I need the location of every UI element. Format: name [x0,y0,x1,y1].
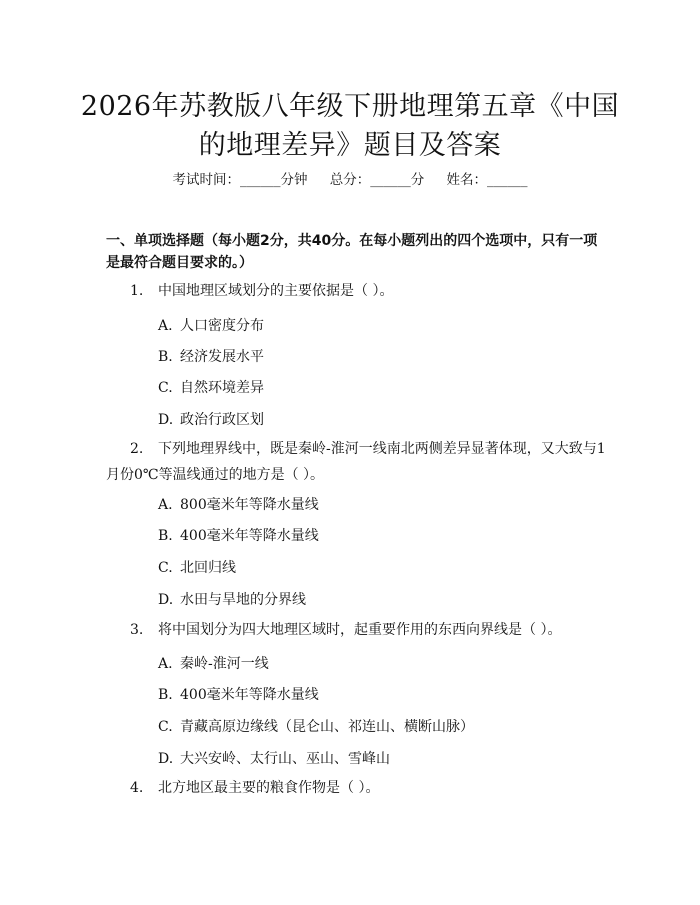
option-text: 800毫米年等降水量线 [180,497,319,513]
answer-option [158,557,236,577]
option-letter: C. [158,719,173,735]
question-number: 1. [130,283,144,299]
option-letter: C. [158,380,173,396]
question-item [106,775,606,801]
question-number: 4. [130,780,144,796]
answer-option [158,346,264,366]
option-letter: D. [158,592,174,608]
answer-option [158,494,319,514]
question-item [106,617,606,643]
option-letter: B. [158,528,173,544]
answer-option [158,409,264,429]
document-title-line-1: 2026年苏教版八年级下册地理第五章《中国 [80,91,620,122]
question-item [106,436,606,488]
option-text: 水田与旱地的分界线 [180,592,306,608]
answer-option [158,716,474,736]
question-text: 北方地区最主要的粮食作物是（ ）。 [158,780,380,796]
option-letter: D. [158,412,174,428]
option-letter: C. [158,560,173,576]
option-letter: A. [158,656,173,672]
answer-option [158,525,319,545]
question-item [106,278,606,304]
option-text: 自然环境差异 [180,380,264,396]
student-name-field: 姓名：______ [446,172,528,188]
answer-option [158,684,319,704]
option-text: 秦岭-淮河一线 [180,656,269,672]
question-number: 3. [130,622,144,638]
option-text: 青藏高原边缘线（昆仑山、祁连山、横断山脉） [180,719,474,735]
option-letter: A. [158,318,173,334]
option-text: 大兴安岭、太行山、巫山、雪峰山 [180,751,390,767]
document-title-line-2: 的地理差异》题目及答案 [198,130,502,161]
question-text: 中国地理区域划分的主要依据是（ ）。 [158,283,394,299]
option-text: 400毫米年等降水量线 [180,528,319,544]
question-number: 2. [130,441,144,457]
question-text: 下列地理界线中，既是秦岭-淮河一线南北两侧差异显著体现，又大致与1月份0℃等温线通过的地方是（ ）。 [106,441,606,483]
exam-meta [0,168,700,188]
option-text: 北回归线 [180,560,236,576]
option-letter: A. [158,497,173,513]
option-letter: D. [158,751,174,767]
question-text: 将中国划分为四大地理区域时，起重要作用的东西向界线是（ ）。 [158,622,562,638]
answer-option [158,748,390,768]
option-text: 400毫米年等降水量线 [180,687,319,703]
option-text: 经济发展水平 [180,349,264,365]
answer-option [158,589,306,609]
exam-time-field: 考试时间：______分钟 [172,172,308,188]
answer-option [158,653,269,673]
option-text: 政治行政区划 [180,412,264,428]
total-score-field: 总分：______分 [329,172,425,188]
option-letter: B. [158,687,173,703]
section-heading: 一、单项选择题（每小题2分，共40分。在每小题列出的四个选项中，只有一项是最符合题目要求的。） [106,233,598,271]
option-letter: B. [158,349,173,365]
option-text: 人口密度分布 [180,318,264,334]
answer-option [158,315,264,335]
answer-option [158,377,264,397]
